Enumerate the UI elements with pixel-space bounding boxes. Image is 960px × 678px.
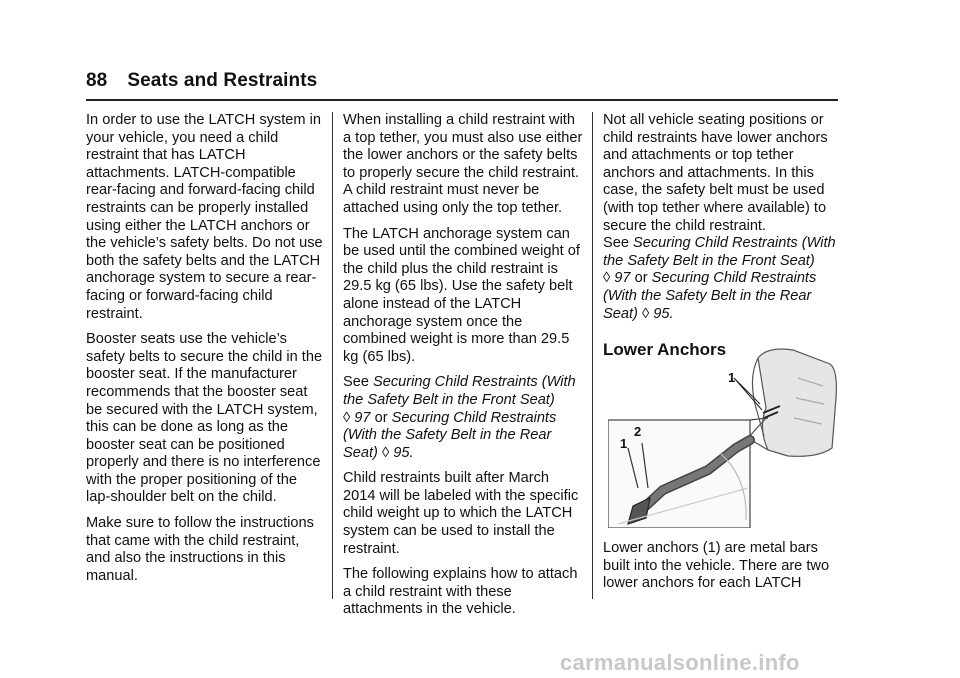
figure-label: 1 — [620, 436, 628, 451]
page-header — [86, 70, 317, 92]
paragraph-see-also — [343, 374, 583, 462]
paragraph: Child restraints built after March 2014 will be labeled with the specific child weight up to which the LATCH system can be used to install the restraint. — [343, 470, 579, 557]
paragraph: The LATCH anchorage system can be used until the combined weight of the child plus the child restraint is 29.5 kg (65 lbs). Use the safety belt alone instead of the LATCH anchorage system once the combined weight is more than 29.5 kg (65 lbs). — [343, 225, 580, 365]
column-2 — [343, 112, 583, 627]
watermark: carmanualsonline.info — [560, 650, 800, 675]
cross-reference-link[interactable]: Securing Child Restraints (With the Safety Belt in the Front Seat) — [343, 374, 576, 408]
see-text: See — [343, 374, 369, 391]
header-rule — [86, 99, 838, 101]
cross-reference-link[interactable]: Securing Child Restraints (With the Safety Belt in the Rear Seat) — [603, 270, 817, 322]
paragraph: Lower anchors (1) are metal bars built into the vehicle. There are two lower anchors for each LATCH — [603, 540, 830, 592]
paragraph: In order to use the LATCH system in your vehicle, you need a child restraint that has LATCH attachments. LATCH-compatible rear-facing and forward-facing child restraints can be properly installed using either the LATCH anchors or the vehicle’s safety belts. Do not use both the safety belts and the LATCH anchorage system to secure a rear-facing or forward-facing child restraint. — [86, 112, 323, 322]
column-3 — [603, 112, 843, 359]
column-1 — [86, 112, 324, 593]
cross-reference-link[interactable]: Securing Child Restraints (With the Safety Belt in the Front Seat) — [603, 235, 836, 269]
page-ref-number[interactable]: 97 — [354, 409, 371, 426]
column-divider — [592, 112, 593, 599]
page-ref-icon: ◊ — [641, 305, 650, 322]
figure-label: 2 — [634, 424, 642, 439]
page-ref-number[interactable]: 97 — [614, 270, 631, 287]
paragraph-see-also — [603, 235, 843, 323]
paragraph: The following explains how to attach a child restraint with these attachments in the vehicle. — [343, 566, 578, 618]
page-ref-number[interactable]: 95. — [653, 305, 674, 322]
page-ref-icon: ◊ — [603, 270, 611, 287]
cross-reference-link[interactable]: Securing Child Restraints (With the Safety Belt in the Rear Seat) — [343, 409, 557, 461]
paragraph: Not all vehicle seating positions or child restraints have lower anchors and attachments or top tether anchors and attachments. In this case, the safety belt must be used (with top tether where available) to secure the child restraint. — [603, 112, 828, 234]
section-title: Seats and Restraints — [127, 70, 318, 91]
figure-label: 1 — [728, 370, 736, 385]
or-text: or — [634, 270, 648, 287]
or-text: or — [374, 409, 388, 426]
page-ref-icon: ◊ — [381, 444, 390, 461]
section-heading: Lower Anchors — [603, 340, 727, 360]
paragraph: Make sure to follow the instructions that came with the child restraint, and also the instructions in this manual. — [86, 515, 314, 584]
lower-anchors-illustration — [608, 338, 840, 528]
page-ref-number[interactable]: 95. — [393, 444, 414, 461]
column-3-continued — [603, 540, 843, 601]
paragraph: Booster seats use the vehicle’s safety belts to secure the child in the booster seat. If the manufacturer recommends that the booster seat be secured with the LATCH system, this can be done as long as the booster seat can be positioned properly and there is no interference with the proper positioning of the lap-shoulder belt on the child. — [86, 331, 323, 506]
page-ref-icon: ◊ — [343, 409, 351, 426]
see-text: See — [603, 235, 629, 252]
paragraph: When installing a child restraint with a top tether, you must also use either the lower anchors or the safety belts to properly secure the child restraint. A child restraint must never be attached using only the top tether. — [343, 112, 583, 216]
column-divider — [332, 112, 333, 599]
page-number: 88 — [86, 70, 108, 91]
